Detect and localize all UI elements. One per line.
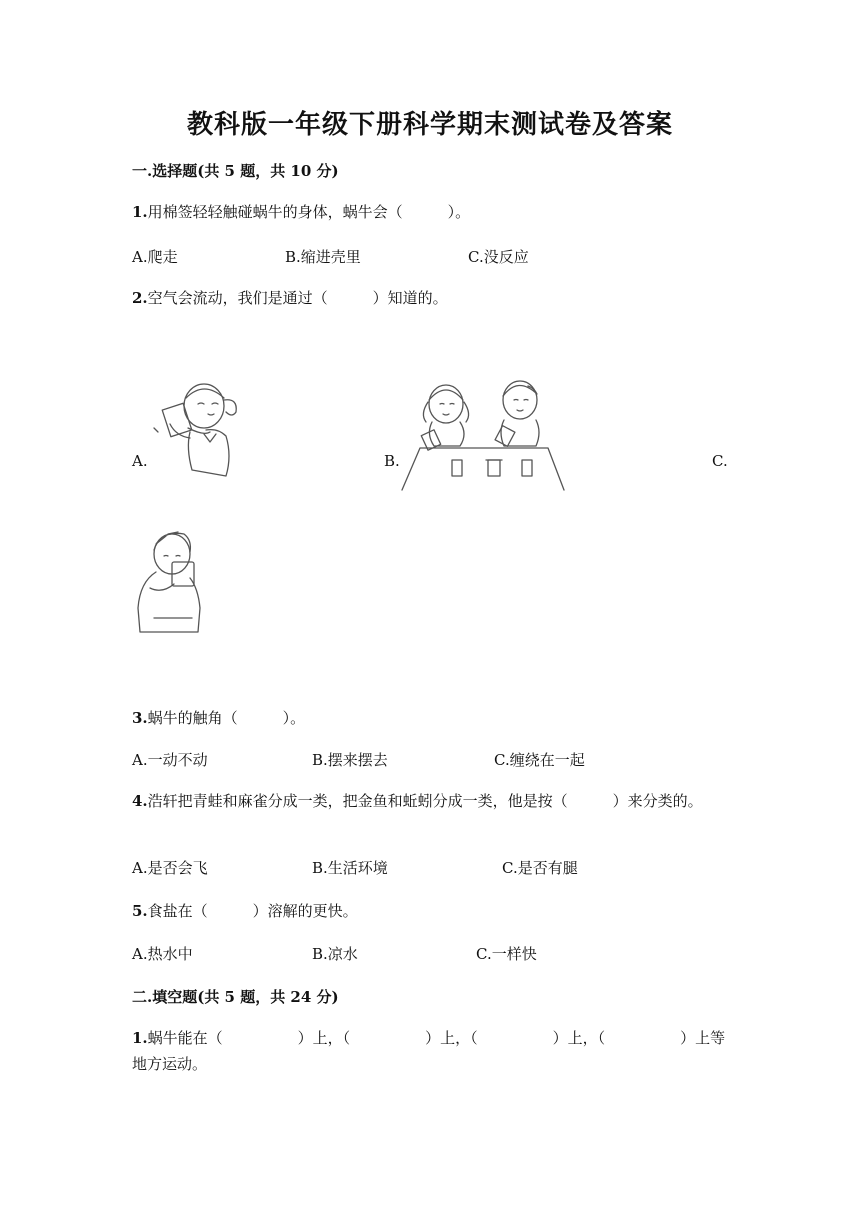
question-number: 1.	[132, 203, 148, 221]
option-b: B.凉水	[312, 945, 358, 963]
option-c: C.缠绕在一起	[494, 751, 585, 769]
question-4	[132, 788, 732, 814]
question-1	[132, 199, 732, 225]
option-b: B.生活环境	[312, 859, 388, 877]
question-number: 2.	[132, 289, 148, 307]
option-a: A.	[132, 452, 148, 470]
question-text: 空气会流动，我们是通过（ ）知道的。	[147, 289, 448, 307]
option-c: C.	[712, 452, 728, 470]
question-text: 蜗牛的触角（ ）。	[147, 709, 306, 727]
option-b: B.摆来摆去	[312, 751, 388, 769]
boy-smelling-cup-icon	[134, 528, 218, 636]
section-heading-choice: 一.选择题(共 5 题，共 10 分)	[132, 162, 339, 180]
option-a: A.热水中	[132, 945, 193, 963]
option-c: C.一样快	[476, 945, 537, 963]
option-b: B.缩进壳里	[285, 248, 361, 266]
question-number: 3.	[132, 709, 148, 727]
question-text: 浩轩把青蛙和麻雀分成一类，把金鱼和蚯蚓分成一类，他是按（ ）来分类的。	[147, 792, 703, 810]
option-c: C.没反应	[468, 248, 529, 266]
section-heading-fill: 二.填空题(共 5 题，共 24 分)	[132, 988, 339, 1006]
question-text: 食盐在（ ）溶解的更快。	[147, 902, 358, 920]
question-5	[132, 898, 732, 924]
fill-question-1	[132, 1025, 732, 1077]
option-c: C.是否有腿	[502, 859, 578, 877]
question-text: 蜗牛能在（ ）上，（ ）上，（ ）上，（ ）上等地方运动。	[132, 1029, 726, 1073]
question-text: 用棉签轻轻触碰蜗牛的身体，蜗牛会（ ）。	[147, 203, 471, 221]
question-number: 1.	[132, 1029, 148, 1047]
question-3	[132, 705, 732, 731]
question-number: 4.	[132, 792, 148, 810]
question-number: 5.	[132, 902, 148, 920]
option-a: A.是否会飞	[132, 859, 208, 877]
option-a: A.一动不动	[132, 751, 208, 769]
option-a: A.爬走	[132, 248, 178, 266]
girl-smelling-cup-icon	[146, 378, 246, 484]
children-pouring-water-icon	[398, 374, 566, 494]
page-title: 教科版一年级下册科学期末测试卷及答案	[186, 110, 673, 140]
option-b: B.	[384, 452, 400, 470]
question-2	[132, 285, 732, 311]
